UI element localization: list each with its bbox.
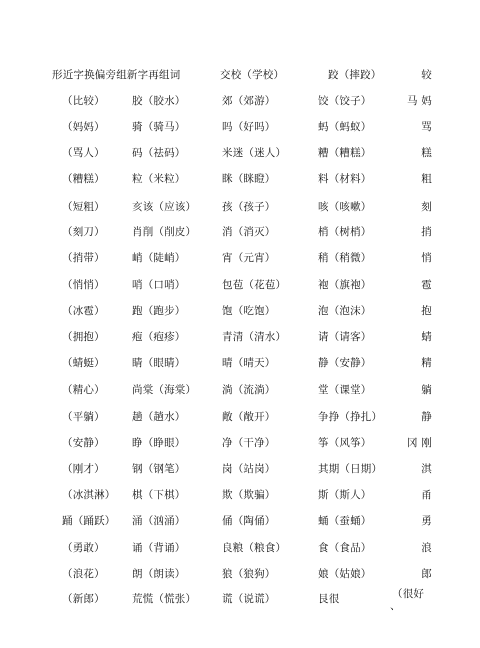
word-entry: 袍（旗袍）	[318, 279, 372, 291]
word-entry: （悄悄）	[62, 279, 105, 291]
word-entry: 肖削（削皮）	[132, 226, 197, 238]
word-entry: 饺（饺子）	[318, 95, 372, 107]
word-entry: （妈妈）	[62, 121, 105, 133]
word-entry: 艮很	[318, 593, 340, 605]
word-entry: 捎	[421, 226, 432, 238]
word-entry: 谎（说谎）	[222, 593, 276, 605]
word-row	[0, 116, 480, 138]
word-row	[0, 458, 480, 480]
word-entry: （蜻蜓）	[62, 357, 105, 369]
word-entry: 亥该（应该）	[132, 201, 197, 213]
word-entry: 请（请客）	[318, 331, 372, 343]
word-entry: （刻刀）	[62, 226, 105, 238]
word-entry: 蜻	[421, 331, 432, 343]
word-entry: 骑（骑马）	[132, 121, 186, 133]
word-entry: 蛹（蚕蛹）	[318, 515, 372, 527]
word-entry: 娘（姑娘）	[318, 568, 372, 580]
word-entry: 朗（朗读）	[132, 568, 186, 580]
word-entry: 净（干净）	[222, 437, 276, 449]
word-entry: 疱（疱疹）	[132, 331, 186, 343]
word-entry: 躺	[421, 384, 432, 396]
word-entry: （比较）	[62, 95, 105, 107]
word-entry: 静（安静）	[318, 357, 372, 369]
word-entry: 俑（陶俑）	[222, 515, 276, 527]
word-entry: 良粮（粮食）	[222, 542, 287, 554]
word-entry: 糟（糟糕）	[318, 147, 372, 159]
word-entry: 郊（郊游）	[222, 95, 276, 107]
word-entry: 争挣（挣扎）	[318, 411, 383, 423]
word-entry: 堂（课堂）	[318, 384, 372, 396]
word-row	[0, 588, 480, 610]
word-entry: 冈 刚	[407, 437, 432, 449]
word-entry: （骂人）	[62, 147, 105, 159]
word-row	[0, 90, 480, 112]
word-entry: 宵（元宵）	[222, 252, 276, 264]
word-entry: 胶（胶水）	[132, 95, 186, 107]
word-entry: （精心）	[62, 384, 105, 396]
word-entry: 勇	[421, 515, 432, 527]
word-entry: 郎	[421, 568, 432, 580]
word-entry: 糕	[421, 147, 432, 159]
word-entry: 诵（背诵）	[132, 542, 186, 554]
word-entry: 钢（钢笔）	[132, 463, 186, 475]
word-entry: 睁（睁眼）	[132, 437, 186, 449]
word-entry: 吗（好吗）	[222, 121, 276, 133]
word-entry: （冰淇淋）	[62, 489, 116, 501]
word-entry: 精	[421, 357, 432, 369]
word-entry: 荒慌（慌张）	[132, 593, 197, 605]
word-entry: 甬	[421, 489, 432, 501]
word-row	[0, 379, 480, 401]
word-row	[0, 406, 480, 428]
word-row	[0, 300, 480, 322]
word-entry: 欺（欺骗）	[222, 489, 276, 501]
word-entry: （浪花）	[62, 568, 105, 580]
word-row	[0, 221, 480, 243]
word-entry: 较	[421, 69, 432, 81]
word-entry: 泡（泡沫）	[318, 305, 372, 317]
word-entry: 峭（陡峭）	[132, 252, 186, 264]
word-entry: 棋（下棋）	[132, 489, 186, 501]
word-entry: 涌（汹涌）	[132, 515, 186, 527]
word-row	[0, 537, 480, 559]
word-entry: 悄	[421, 252, 432, 264]
word-entry: 岗（站岗）	[222, 463, 276, 475]
word-entry: （短粗）	[62, 201, 105, 213]
word-entry: 梢（树梢）	[318, 226, 372, 238]
word-entry: 淇	[421, 463, 432, 475]
word-entry: 趟（趟水）	[132, 411, 186, 423]
word-entry: 狼（狼狗）	[222, 568, 276, 580]
word-entry: 敞（敞开）	[222, 411, 276, 423]
word-entry: 筝（风筝）	[318, 437, 372, 449]
word-entry: 咳（咳嗽）	[318, 201, 372, 213]
word-row	[0, 196, 480, 218]
word-entry: （捎带）	[62, 252, 105, 264]
word-entry: 马 妈	[407, 95, 432, 107]
word-row	[0, 168, 480, 190]
word-entry: 粗	[421, 173, 432, 185]
word-entry: 粒（米粒）	[132, 173, 186, 185]
word-row	[0, 326, 480, 348]
word-entry: （平躺）	[62, 411, 105, 423]
word-row	[0, 352, 480, 374]
word-entry: 踊（踊跃）	[62, 515, 116, 527]
word-entry: 抱	[421, 305, 432, 317]
word-entry: （很好	[392, 588, 425, 600]
word-row	[0, 274, 480, 296]
word-entry: 淌（流淌）	[222, 384, 276, 396]
word-entry: （新郎）	[62, 593, 105, 605]
word-entry: 包苞（花苞）	[222, 279, 287, 291]
word-entry: （冰雹）	[62, 305, 105, 317]
word-entry: 眯（眯瞪）	[222, 173, 276, 185]
word-entry: 饱（吃饱）	[222, 305, 276, 317]
word-entry: 码（祛码）	[132, 147, 186, 159]
word-entry: 稍（稍微）	[318, 252, 372, 264]
word-entry: （刚才）	[62, 463, 105, 475]
word-row	[0, 484, 480, 506]
word-entry: 交校（学校）	[220, 69, 285, 81]
word-row	[0, 64, 480, 86]
word-entry: 料（材料）	[318, 173, 372, 185]
word-entry: （拥抱）	[62, 331, 105, 343]
word-row	[0, 563, 480, 585]
word-row	[0, 510, 480, 532]
word-entry: 晴（晴天）	[222, 357, 276, 369]
word-entry: 雹	[421, 279, 432, 291]
word-entry: 刻	[421, 201, 432, 213]
word-entry: （勇敢）	[62, 542, 105, 554]
word-row	[0, 432, 480, 454]
word-entry: 斯（斯人）	[318, 489, 372, 501]
word-row	[0, 247, 480, 269]
word-entry: 哨（口哨）	[132, 279, 186, 291]
word-entry: 尚棠（海棠）	[132, 384, 197, 396]
word-entry: 睛（眼睛）	[132, 357, 186, 369]
trailing-mark: 、	[390, 600, 401, 612]
word-entry: 孩（孩子）	[222, 201, 276, 213]
word-entry: 米迷（迷人）	[222, 147, 287, 159]
word-entry: （糟糕）	[62, 173, 105, 185]
word-entry: 跑（跑步）	[132, 305, 186, 317]
word-entry: 食（食品）	[318, 542, 372, 554]
document-title: 形近字换偏旁组新字再组词	[52, 69, 181, 81]
word-entry: 蚂（蚂蚁）	[318, 121, 372, 133]
word-entry: 静	[421, 411, 432, 423]
word-entry: 青清（清水）	[222, 331, 287, 343]
word-entry: 浪	[421, 542, 432, 554]
word-entry: 其期（日期）	[318, 463, 383, 475]
word-entry: 骂	[421, 121, 432, 133]
word-entry: 消（消灭）	[222, 226, 276, 238]
word-row	[0, 142, 480, 164]
word-entry: （安静）	[62, 437, 105, 449]
word-entry: 跤（摔跤）	[328, 69, 382, 81]
